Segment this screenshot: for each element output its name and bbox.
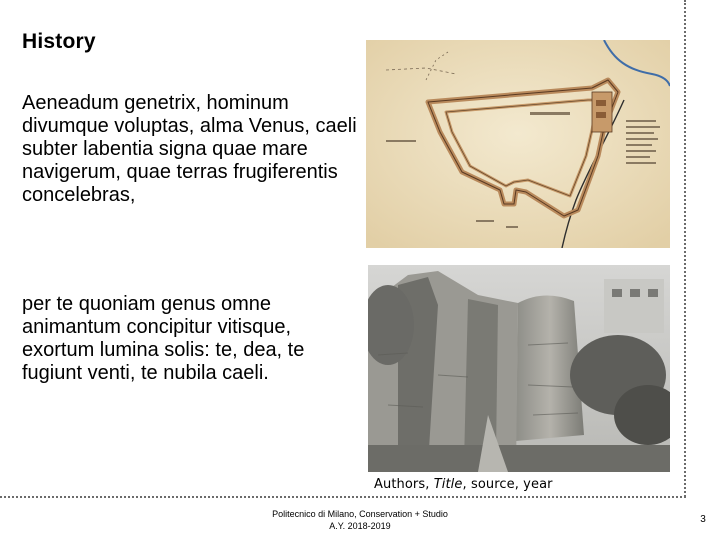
footer-academic-year: A.Y. 2018-2019 <box>329 521 391 531</box>
historic-map-image <box>366 40 670 248</box>
page-number: 3 <box>700 514 706 525</box>
slide-title: History <box>22 30 96 53</box>
footer <box>230 508 490 532</box>
caption-authors: Authors, <box>374 477 434 492</box>
horizontal-dotted-divider <box>0 496 686 498</box>
paragraph-2: per te quoniam genus omne animantum concipitur vitisque, exortum lumina solis: te, dea, te fugiunt venti, te nubila caeli. <box>22 293 305 384</box>
footer-institution: Politecnico di Milano, Conservation + Studio <box>272 509 448 519</box>
stone-wall-photo <box>368 265 670 472</box>
vertical-dotted-divider <box>684 0 686 497</box>
caption-title: Title <box>433 477 463 492</box>
paragraph-1: Aeneadum genetrix, hominum divumque voluptas, alma Venus, caeli subter labentia signa quae mare navigerum, quae terras frugiferentis concelebras, <box>22 92 357 206</box>
caption-source-year: , source, year <box>462 477 553 492</box>
image-caption <box>374 477 553 492</box>
